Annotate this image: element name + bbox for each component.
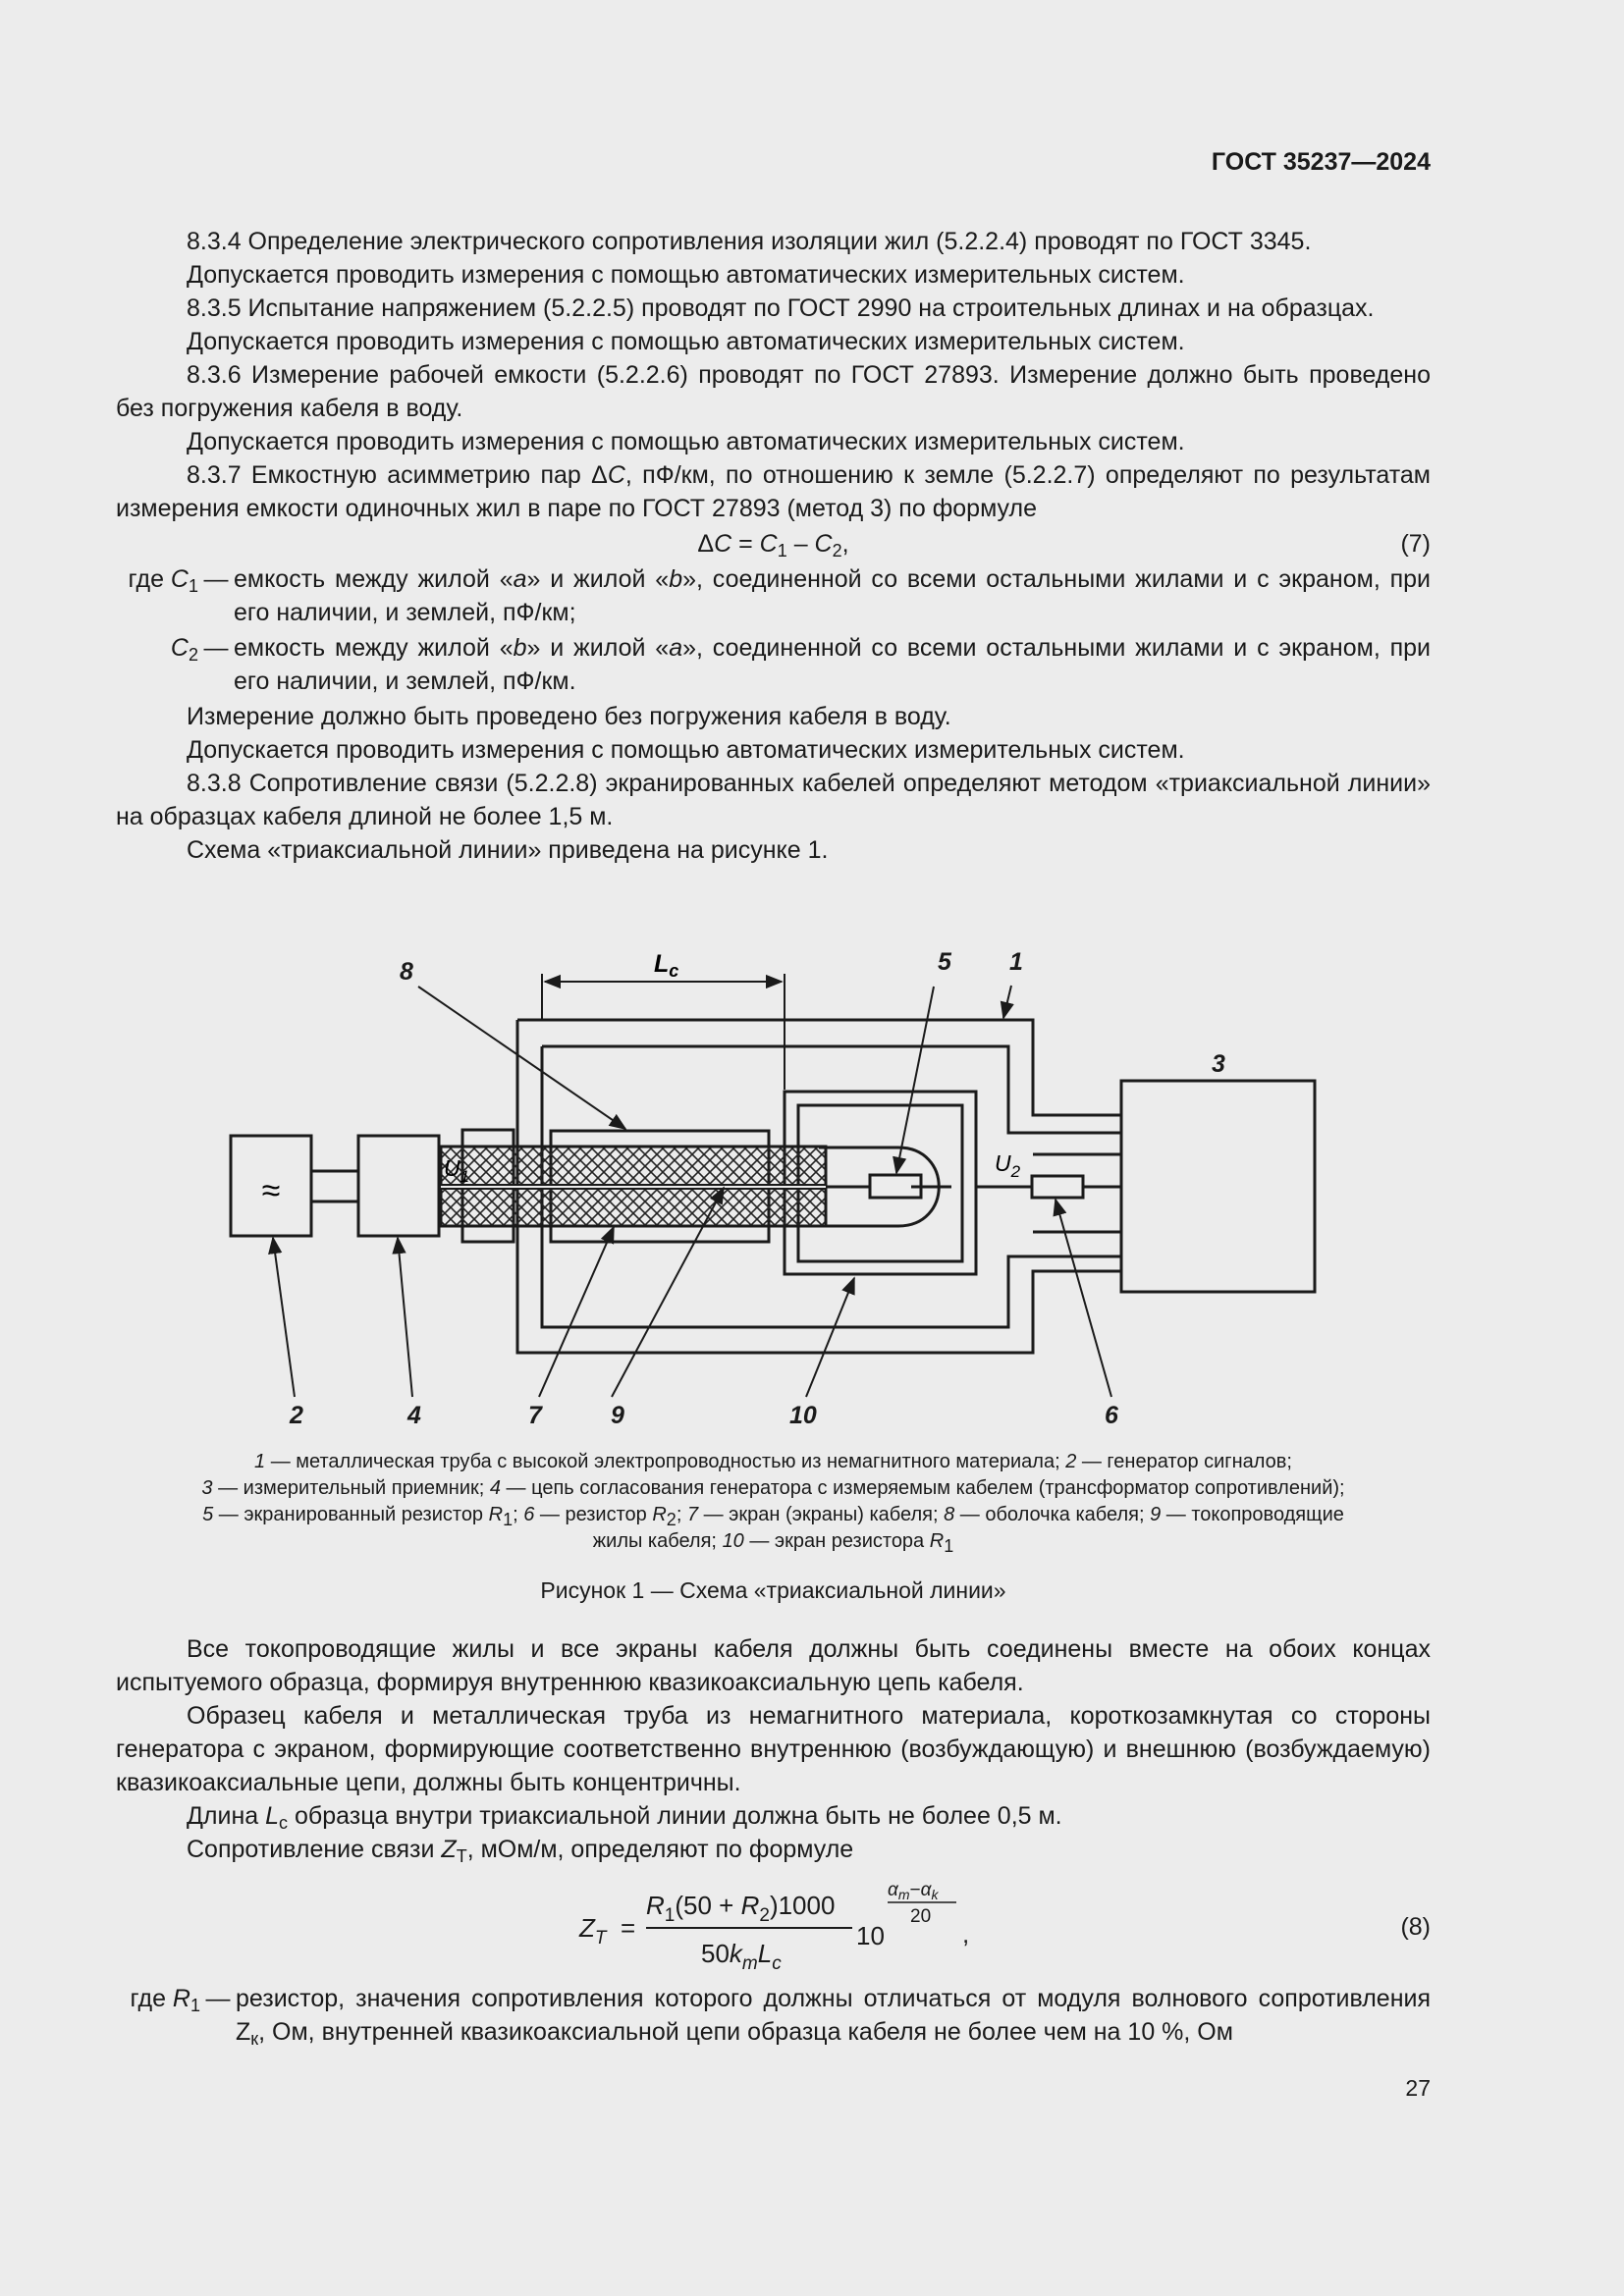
para-8-3-6: 8.3.6 Измерение рабочей емкости (5.2.2.6) проводят по ГОСТ 27893. Измерение должно быть проведено без погружения кабеля в воду. <box>116 361 1431 422</box>
resistor-6 <box>1032 1176 1083 1198</box>
para-coupling-resistance: Сопротивление связи $Z_T$, мОм/м, определяют по формуле <box>187 1836 854 1866</box>
figure-label-9: 9 <box>611 1402 624 1429</box>
svg-text:R1(50 + R2)1000: $R_1(50 + R_2)1000$ <box>646 1891 836 1926</box>
figure-label-10: 10 <box>789 1402 817 1429</box>
triaxial-line-schematic <box>221 942 1409 1433</box>
figure-1-legend: 1 — металлическая труба с высокой электропроводностью из немагнитного материала; 2 — генератор сигналов; 3 — измерительный приемник; 4 — цепь согласования генератора с измеряемым кабелем (трансформатор сопротивлений); 5 — экранированный резистор $R_1$; 6 — резистор $R_2$; 7 — экран (экраны) кабеля; 8 — оболочка кабеля; 9 — токопроводящие жилы кабеля; 10 — экран резистора $R_1$ <box>201 1451 1345 1556</box>
generator-symbol: ≈ <box>261 1172 281 1209</box>
note-automatic: Допускается проводить измерения с помощью автоматических измерительных систем. <box>187 736 1185 764</box>
formula-7: $\Delta C = C_1 - C_2$, (7) <box>116 527 1431 562</box>
svg-text:αm−αk: $\alpha_m-\alpha_k$ <box>888 1880 939 1902</box>
para-8-3-4-note: Допускается проводить измерения с помощью автоматических измерительных систем. <box>187 261 1185 289</box>
document-id: ГОСТ 35237—2024 <box>1211 148 1431 176</box>
matching-circuit-4 <box>358 1136 439 1236</box>
figure-label-2: 2 <box>290 1402 303 1429</box>
length-lc-label: $L_c$ <box>654 950 679 981</box>
para-8-3-4: 8.3.4 Определение электрического сопротивления изоляции жил (5.2.2.4) проводят по ГОСТ 3345. <box>187 228 1312 255</box>
para-length: Длина $L_c$ образца внутри триаксиальной линии должна быть не более 0,5 м. <box>187 1802 1062 1833</box>
voltage-u2-label: $U_2$ <box>995 1150 1021 1181</box>
receiver-3 <box>1121 1081 1315 1292</box>
definition-r1: где $R_1$ — резистор, значения сопротивления которого должны отличаться от модуля волнового сопротивления $Z_к$, Ом, внутренней квазикоаксиальной цепи образца кабеля не более чем на 10 %, Ом <box>130 1985 1431 2049</box>
svg-text:ZT: $Z_T$ <box>579 1913 607 1949</box>
body-text-upper <box>116 225 1431 867</box>
figure-1-diagram <box>221 942 1409 1433</box>
svg-text:20: 20 <box>910 1906 932 1927</box>
svg-text:,: , <box>962 1919 970 1949</box>
voltage-u1-label: $U_1$ <box>444 1155 470 1186</box>
note-no-water: Измерение должно быть проведено без погружения кабеля в воду. <box>187 703 951 730</box>
figure-1-caption: Рисунок 1 — Схема «триаксиальной линии» <box>540 1577 1006 1603</box>
para-8-3-8-ref: Схема «триаксиальной линии» приведена на рисунке 1. <box>187 836 829 864</box>
para-concentric: Образец кабеля и металлическая труба из немагнитного материала, короткозамкнутая со стороны генератора с экраном, формирующие соответственно внутреннюю (возбуждающую) и внешнюю (возбуждаемую) квазикоаксиальные цепи, должны быть концентричны. <box>116 1702 1431 1796</box>
formula-7-number: (7) <box>1400 530 1431 558</box>
para-8-3-5-note: Допускается проводить измерения с помощью автоматических измерительных систем. <box>187 328 1185 355</box>
figure-label-4: 4 <box>407 1402 421 1429</box>
formula-7-definitions <box>0 562 1431 698</box>
figure-label-1: 1 <box>1009 948 1023 976</box>
page-number: 27 <box>1405 2075 1431 2101</box>
figure-label-3: 3 <box>1212 1050 1225 1078</box>
svg-text:10: 10 <box>856 1921 885 1950</box>
figure-label-7: 7 <box>528 1402 542 1429</box>
formula-8-definitions <box>116 1982 1431 2049</box>
para-8-3-7: 8.3.7 Емкостную асимметрию пар ΔC, пФ/км, по отношению к земле (5.2.2.7) определяют по результатам измерения емкости одиночных жил в паре по ГОСТ 27893 (метод 3) по формуле <box>116 461 1431 522</box>
formula-8-number: (8) <box>1400 1913 1431 1941</box>
para-conductors: Все токопроводящие жилы и все экраны кабеля должны быть соединены вместе на обоих концах испытуемого образца, формируя внутреннюю квазикоаксиальную цепь кабеля. <box>116 1635 1431 1696</box>
figure-label-8: 8 <box>400 958 413 986</box>
para-8-3-5: 8.3.5 Испытание напряжением (5.2.2.5) проводят по ГОСТ 2990 на строительных длинах и на образцах. <box>187 294 1375 322</box>
figure-label-5: 5 <box>938 948 951 976</box>
svg-text:50kmLc: $50k_mL_c$ <box>701 1939 782 1974</box>
formula-8 <box>116 1878 1431 1986</box>
definition-c1: где $C_1$ — емкость между жилой «a» и жилой «b», соединенной со всеми остальными жилами и с экраном, при его наличии, и землей, пФ/км; <box>128 565 1431 626</box>
svg-text:=: = <box>621 1913 636 1943</box>
para-8-3-8: 8.3.8 Сопротивление связи (5.2.2.8) экранированных кабелей определяют методом «триаксиальной линии» на образцах кабеля длиной не более 1,5 м. <box>116 770 1431 830</box>
figure-label-6: 6 <box>1105 1402 1118 1429</box>
body-text-lower <box>116 1632 1431 1866</box>
definition-c2: $C_2$ — емкость между жилой «b» и жилой «a», соединенной со всеми остальными жилами и с экраном, при его наличии, и землей, пФ/км. <box>170 634 1431 695</box>
formula-8-expression <box>116 1878 1431 1986</box>
para-8-3-6-note: Допускается проводить измерения с помощью автоматических измерительных систем. <box>187 428 1185 455</box>
